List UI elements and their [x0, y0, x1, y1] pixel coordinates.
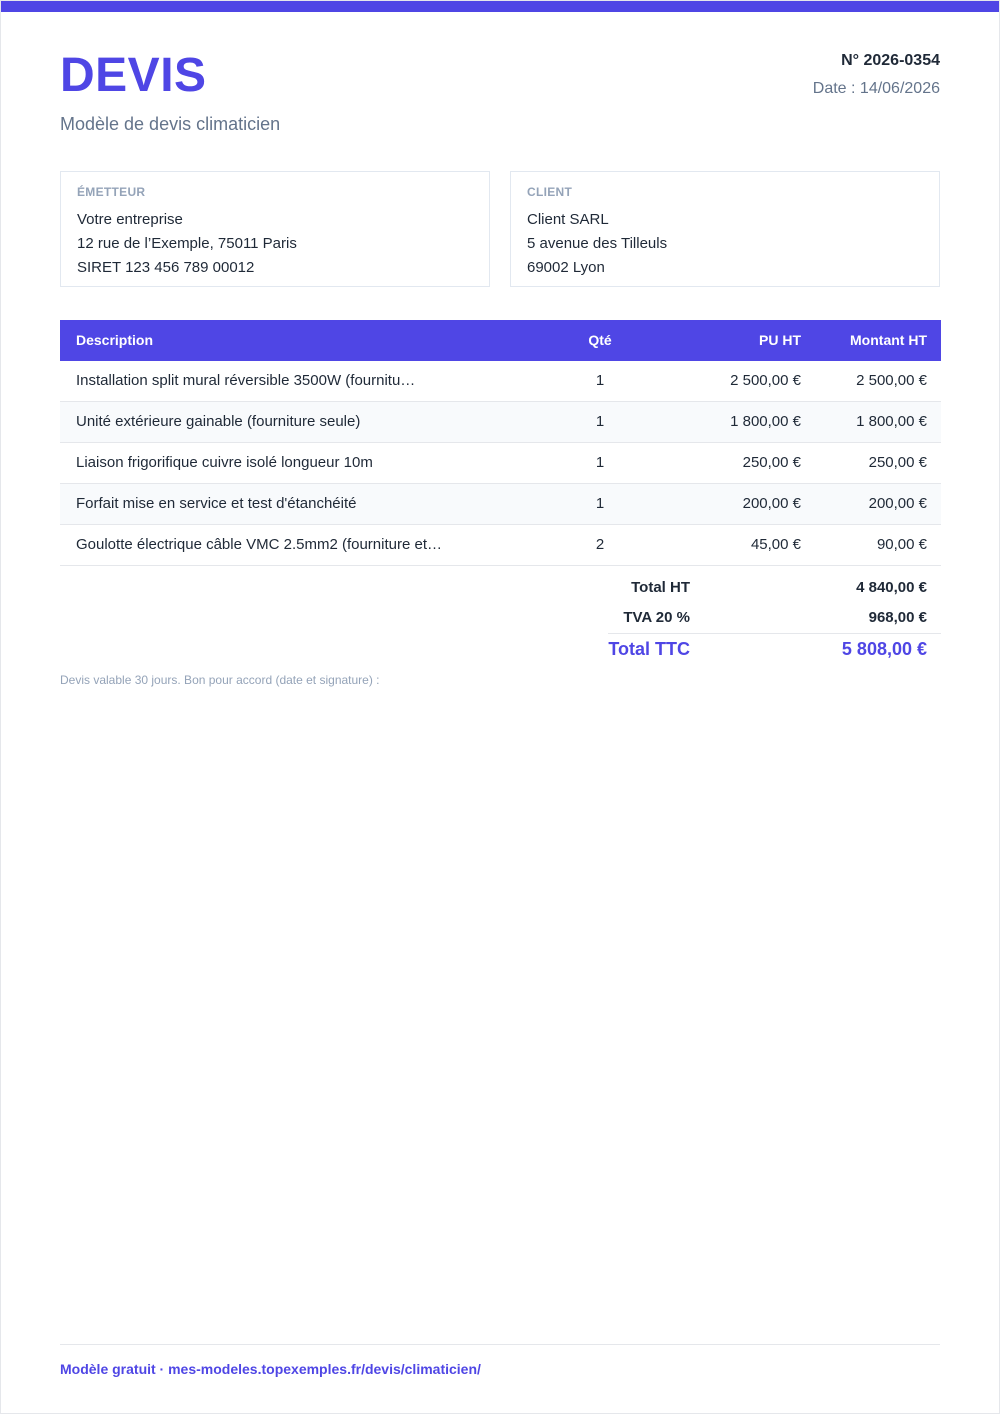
- quote-date: Date : 14/06/2026: [812, 80, 940, 97]
- row-description: Installation split mural réversible 3500W (fournitu…: [76, 372, 416, 389]
- footer-link[interactable]: Modèle gratuit · mes-modeles.topexemples.fr/devis/climaticien/: [60, 1361, 481, 1377]
- tva-value: 968,00 €: [868, 609, 927, 626]
- quote-number: N° 2026-0354: [841, 52, 940, 69]
- row-amount: 90,00 €: [876, 536, 927, 553]
- row-description: Liaison frigorifique cuivre isolé longueur 10m: [76, 454, 373, 471]
- row-description: Forfait mise en service et test d'étanchéité: [76, 495, 357, 512]
- document-header: [60, 47, 940, 147]
- client-box: [510, 171, 940, 287]
- total-ht-label: Total HT: [631, 579, 690, 596]
- table-row: [60, 402, 941, 443]
- document-subtitle: Modèle de devis climaticien: [60, 114, 281, 134]
- validity-note: Devis valable 30 jours. Bon pour accord (date et signature) :: [60, 673, 380, 687]
- table-row: [60, 484, 941, 525]
- client-label: CLIENT: [527, 185, 573, 199]
- row-qty: 1: [595, 495, 605, 512]
- header-qty: Qté: [588, 332, 612, 348]
- row-description: Goulotte électrique câble VMC 2.5mm2 (fourniture et…: [76, 536, 442, 553]
- total-ttc-label: Total TTC: [608, 639, 690, 659]
- header-unit-price: PU HT: [759, 332, 801, 348]
- client-street: 5 avenue des Tilleuls: [527, 235, 668, 252]
- emitter-box: [60, 171, 490, 287]
- total-ttc-line: [60, 634, 941, 664]
- row-qty: 1: [595, 454, 605, 471]
- row-unit-price: 45,00 €: [750, 536, 801, 553]
- table-row: [60, 443, 941, 484]
- client-city: 69002 Lyon: [527, 259, 605, 276]
- row-amount: 2 500,00 €: [856, 372, 927, 389]
- row-description: Unité extérieure gainable (fourniture seule): [76, 413, 361, 430]
- tva-line: [60, 603, 941, 633]
- totals-block: [60, 573, 941, 665]
- row-qty: 1: [595, 413, 605, 430]
- footer-divider: [60, 1344, 940, 1345]
- client-company: Client SARL: [527, 211, 609, 228]
- row-unit-price: 1 800,00 €: [730, 413, 801, 430]
- accent-top-bar: [1, 1, 999, 12]
- document-title: DEVIS: [60, 49, 207, 102]
- emitter-address: 12 rue de l’Exemple, 75011 Paris: [77, 235, 297, 252]
- total-ht-value: 4 840,00 €: [856, 579, 927, 596]
- emitter-label: ÉMETTEUR: [77, 185, 146, 199]
- emitter-siret: SIRET 123 456 789 00012: [77, 259, 255, 276]
- row-qty: 1: [595, 372, 605, 389]
- table-row: [60, 361, 941, 402]
- row-unit-price: 200,00 €: [742, 495, 801, 512]
- emitter-company: Votre entreprise: [77, 211, 183, 228]
- table-row: [60, 525, 941, 566]
- row-qty: 2: [595, 536, 605, 553]
- tva-label: TVA 20 %: [623, 609, 690, 626]
- row-amount: 200,00 €: [868, 495, 927, 512]
- header-description: Description: [76, 332, 154, 348]
- row-unit-price: 250,00 €: [742, 454, 801, 471]
- total-ttc-value: 5 808,00 €: [841, 639, 927, 659]
- row-amount: 1 800,00 €: [856, 413, 927, 430]
- row-unit-price: 2 500,00 €: [730, 372, 801, 389]
- total-ht-line: [60, 573, 941, 603]
- table-header-row: [60, 320, 941, 361]
- items-table: [60, 320, 941, 566]
- header-amount: Montant HT: [850, 332, 927, 348]
- row-amount: 250,00 €: [868, 454, 927, 471]
